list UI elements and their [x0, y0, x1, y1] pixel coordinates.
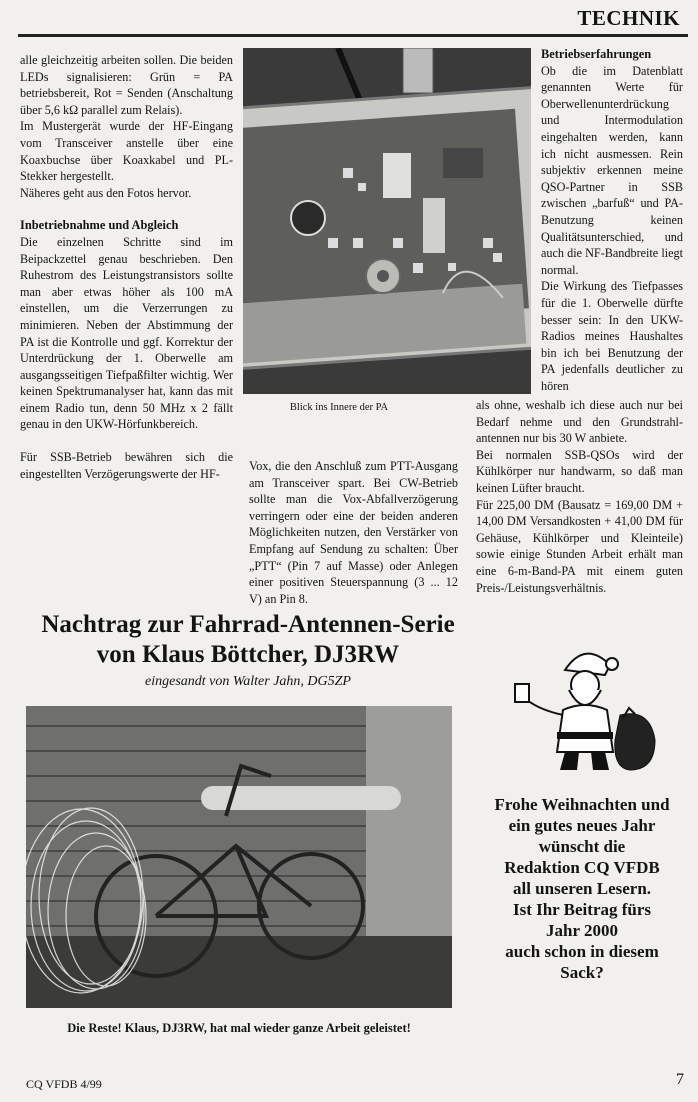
article-byline: eingesandt von Walter Jahn, DG5ZP [145, 674, 351, 689]
greeting-line: Ist Ihr Beitrag fürs [512, 900, 652, 919]
section-title: TECHNIK [577, 6, 680, 30]
greeting-line: Frohe Weihnachten und [494, 795, 670, 814]
paragraph: Im Mustergerät wurde der HF-Eingang vom Transceiver anstelle über eine Koaxbuchse über Koaxkabel und PL-Stekker hergestellt. [20, 119, 233, 184]
circuit-board-illustration [243, 48, 531, 394]
column-right-top [541, 46, 683, 394]
greeting-line: ein gutes neues Jahr [508, 816, 656, 835]
paragraph: Für 225,00 DM (Bausatz = 169,00 DM + 14,00 DM Versandkosten + 41,00 DM für Gehäuse, Kühlkörper und Kleinteile) sowie einige Stunden Arbeit erhält man eine 6-m-Band-PA mit einem guten Preis-/Leistungsverhältnis. [476, 497, 683, 595]
header-rule [18, 34, 688, 37]
paragraph: Die einzelnen Schritte sind im Beipackzettel genau beschrieben. Den Ruhestrom des Leistungstransistors sollte man aber etwas höher als 100 mA einstellen, um die Verzerrungen zu minimieren. Neben der Abstimmung der PA ist die Kontrolle und ggf. Korrektur der Unterdrückung der 1. Oberwelle am ausgangsseitigen Tiefpaßfilter wichtig. Wer keinen Spektrumanalyser hat, kann das mit einem Radio tun, denn 50 MHz x 2 fällt genau in den UKW-Hörfunkbereich. [20, 234, 233, 432]
bicycle-photo [26, 706, 452, 1008]
column-middle [249, 458, 458, 607]
greeting-line: Sack? [560, 963, 604, 982]
greeting-line: auch schon in diesem [505, 942, 659, 961]
paragraph: Die Wirkung des Tiefpasses für die 1. Oberwelle dürfte besser sein: In den UKW-Radios meines Haushaltes bin ich bei Benutzung der PA jedenfalls deutlicher zu hören [541, 279, 683, 393]
greeting-line: all unseren Lesern. [512, 879, 652, 898]
bicycle-wall-illustration [26, 706, 452, 1008]
page-number: 7 [676, 1071, 684, 1088]
paragraph: als ohne, weshalb ich diese auch nur bei Bedarf nehme und den Grundstrahl-antennen nur bis 30 W anbiete. [476, 398, 683, 446]
greeting-line: wünscht die [538, 837, 626, 856]
heading-betriebserfahrungen: Betriebserfahrungen [541, 47, 652, 61]
article-title-author: von Klaus Böttcher, DJ3RW [96, 641, 400, 668]
bicycle-photo-caption: Die Reste! Klaus, DJ3RW, hat mal wieder ganze Arbeit geleistet! [67, 1021, 411, 1035]
paragraph: Vox, die den Anschluß zum PTT-Ausgang am Transceiver spart. Bei CW-Betrieb sollte man die Vox-Abfallverzögerung verringern oder eine der beiden anderen Möglichkeiten nutzen, den Verstärker von Empfang auf Sendung zu schalten: Über „PTT“ (Pin 7 auf Masse) oder Anlegen einer positiven Steuerspannung (3 ... 12 V) an Pin 8. [249, 459, 458, 606]
column-left [20, 52, 233, 482]
greeting-line: Jahr 2000 [546, 921, 618, 940]
column-right-bottom [476, 397, 683, 596]
article-title: Nachtrag zur Fahrrad-Antennen-Serie [41, 611, 455, 638]
christmas-greeting [470, 794, 694, 983]
paragraph: Ob die im Datenblatt genannten Werte für Oberwellenunterdrückung und Intermodulation eingehalten werden, kann ich nicht ausmessen. Rein subjektiv erkennen meine QSO-Partner in SSB zwischen „barfuß“ und PA-Benutzung keinen Qualitätsunterschied, und auch die NF-Bandbreite liegt normal. [541, 63, 683, 277]
pa-interior-photo [243, 48, 531, 394]
greeting-line: Redaktion CQ VFDB [504, 858, 660, 877]
paragraph: Bei normalen SSB-QSOs wird der Kühlkörper nur handwarm, so daß man keinen Lüfter braucht. [476, 447, 683, 495]
paragraph: alle gleichzeitig arbeiten sollen. Die beiden LEDs signalisieren: Grün = PA betriebsbereit, Rot = Senden (Anschaltung über 5,6 kΩ parallel zum Relais). [20, 53, 233, 117]
article-title-block [18, 610, 478, 690]
heading-inbetriebnahme: Inbetriebnahme und Abgleich [20, 218, 179, 233]
paragraph: Näheres geht aus den Fotos hervor. [20, 185, 192, 200]
issue-label: CQ VFDB 4/99 [26, 1077, 102, 1091]
santa-claus-icon [505, 640, 665, 780]
pa-photo-caption: Blick ins Innere der PA [289, 402, 389, 413]
paragraph: Für SSB-Betrieb bewähren sich die eingestellten Verzögerungswerte der HF- [20, 450, 233, 481]
